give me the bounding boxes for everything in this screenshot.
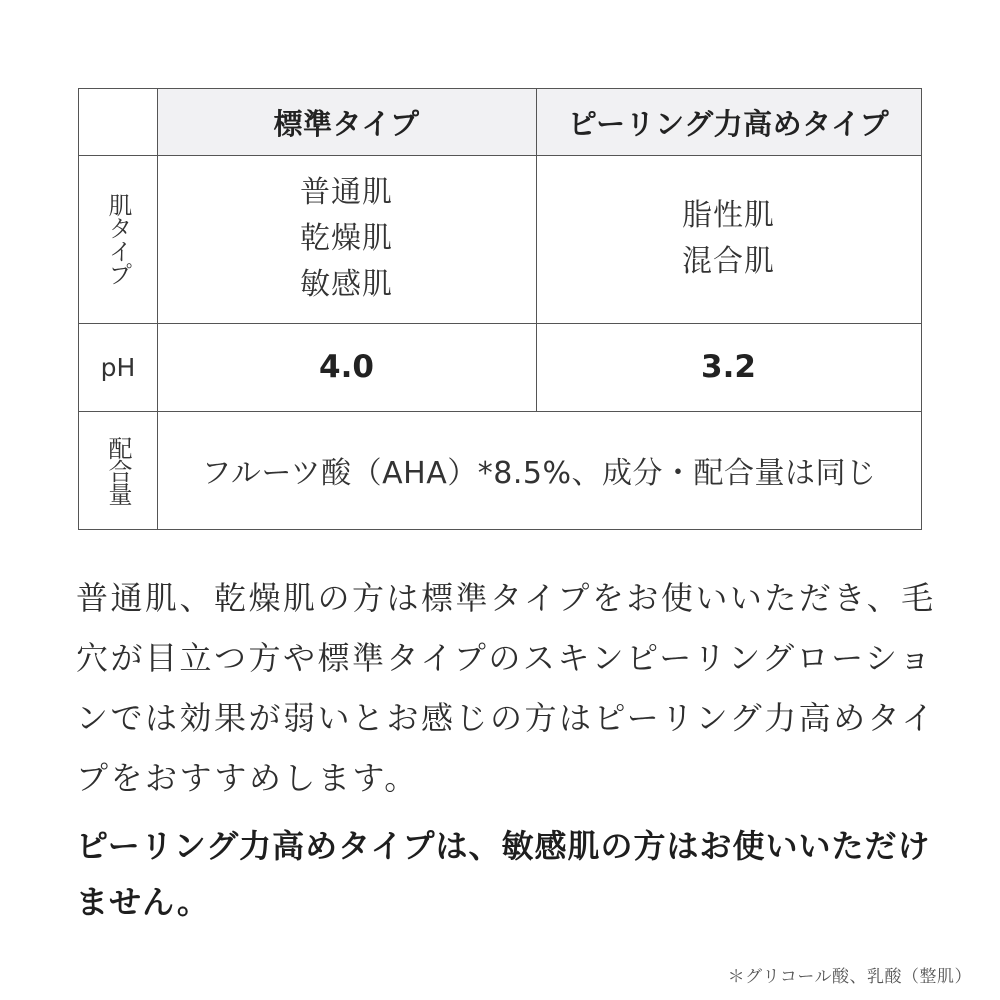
skin-strong-item: 脂性肌 [682, 198, 775, 233]
footnote: ＊グリコール酸、乳酸（整肌） [727, 967, 972, 987]
ph-standard-value: 4.0 [319, 349, 374, 385]
skin-standard-item: 普通肌 [300, 175, 393, 210]
comparison-table [78, 88, 922, 530]
row-label-cell [79, 411, 157, 529]
table-row-ph [79, 323, 921, 411]
skin-standard-item: 敏感肌 [300, 267, 393, 302]
recommendation-paragraph: 普通肌、乾燥肌の方は標準タイプをお使いいただき、毛穴が目立つ方や標準タイプのスキンピーリングローションでは効果が弱いとお感じの方はピーリング力高めタイプをおすすめします。 [76, 579, 936, 797]
table-header-row [79, 89, 921, 155]
header-empty-cell [79, 89, 157, 155]
row-label-cell [79, 323, 157, 411]
ph-standard-cell [157, 323, 536, 411]
skin-standard-cell [157, 155, 536, 323]
header-strong-label: ピーリング力高めタイプ [567, 106, 890, 141]
warning-paragraph: ピーリング力高めタイプは、敏感肌の方はお使いいただけません。 [76, 827, 931, 921]
table-divider [157, 89, 158, 529]
table-divider [79, 411, 921, 412]
skin-strong-cell [536, 155, 921, 323]
row-label-cell [79, 155, 157, 323]
mix-value-cell [157, 411, 921, 529]
header-standard-cell [157, 89, 536, 155]
ph-strong-cell [536, 323, 921, 411]
ph-label: pH [100, 352, 136, 382]
mix-label: 配合量 [104, 435, 132, 505]
table-divider [79, 323, 921, 324]
skin-type-label: 肌タイプ [104, 193, 132, 285]
table-row-skin-type [79, 155, 921, 323]
skin-strong-item: 混合肌 [682, 244, 775, 279]
table-divider [536, 89, 537, 411]
header-standard-label: 標準タイプ [273, 106, 420, 141]
table-row-mix [79, 411, 921, 529]
skin-standard-item: 乾燥肌 [300, 221, 393, 256]
mix-value: フルーツ酸（AHA）*8.5%、成分・配合量は同じ [201, 456, 877, 491]
table-divider [79, 155, 921, 156]
ph-strong-value: 3.2 [701, 349, 756, 385]
header-strong-cell [536, 89, 921, 155]
